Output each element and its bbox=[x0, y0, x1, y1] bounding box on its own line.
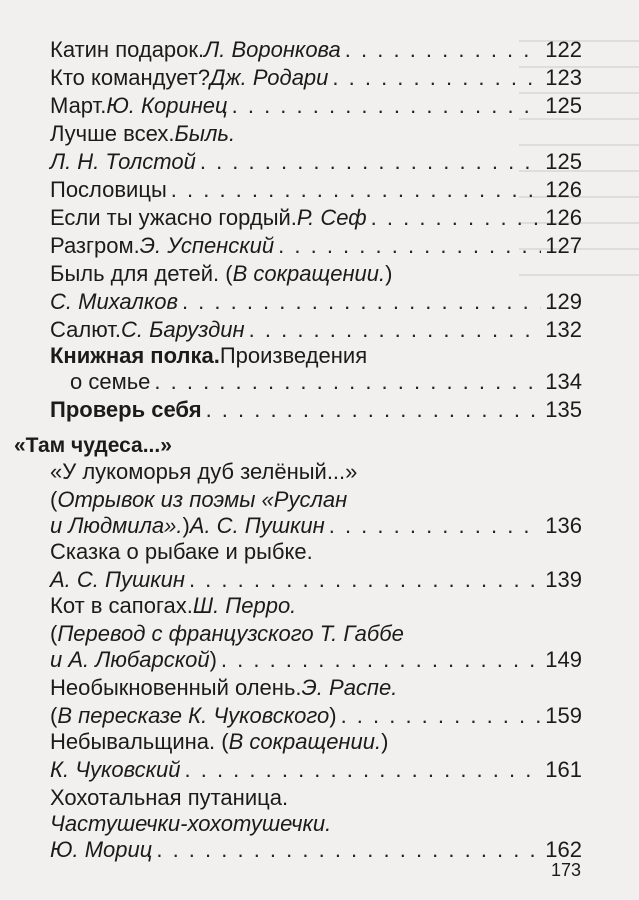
entry-author: Л. Н. Толстой bbox=[50, 149, 196, 174]
section-title: «Там чудеса...» bbox=[14, 434, 172, 457]
entry-author: А. С. Пушкин bbox=[189, 513, 325, 538]
leader-dots bbox=[232, 91, 542, 121]
entry-note: Перевод с французского Т. Габбе bbox=[57, 621, 404, 646]
entry-paren: ( bbox=[50, 487, 58, 512]
entry-paren: ) bbox=[385, 261, 393, 286]
entry-title: Быль для детей. ( bbox=[50, 261, 233, 286]
page-ref: 162 bbox=[545, 837, 582, 862]
toc-entry bbox=[50, 537, 582, 567]
leader-dots bbox=[278, 231, 541, 261]
leader-dots bbox=[171, 175, 542, 205]
entry-paren: ( bbox=[50, 621, 58, 646]
entry-author: Ю. Коринец bbox=[106, 93, 228, 118]
entry-title: Разгром. bbox=[50, 233, 140, 258]
entry-paren: ) bbox=[329, 703, 337, 728]
toc-entry bbox=[50, 835, 582, 865]
toc-entry bbox=[50, 35, 582, 65]
toc-entry bbox=[50, 591, 582, 621]
page-ref: 135 bbox=[545, 397, 582, 422]
bookshelf-label: Книжная полка. bbox=[50, 343, 220, 368]
entry-author: Л. Воронкова bbox=[204, 37, 341, 62]
entry-title: Кот в сапогах. bbox=[50, 593, 193, 618]
entry-subtitle: Быль. bbox=[174, 121, 236, 146]
entry-author: Ю. Мориц bbox=[50, 837, 153, 862]
page-ref: 126 bbox=[545, 205, 582, 230]
page-ref: 139 bbox=[545, 567, 582, 592]
toc-entry bbox=[50, 203, 582, 233]
toc-entry bbox=[50, 175, 582, 205]
page-ref: 134 bbox=[545, 369, 582, 394]
leader-dots bbox=[185, 755, 542, 785]
page-ref: 132 bbox=[545, 317, 582, 342]
check-yourself-entry bbox=[50, 395, 582, 425]
leader-dots bbox=[345, 35, 541, 65]
page-ref: 125 bbox=[545, 149, 582, 174]
entry-paren: ) bbox=[209, 647, 217, 672]
toc-entry bbox=[50, 755, 582, 785]
toc-entry bbox=[50, 119, 582, 149]
entry-note: и А. Любарской bbox=[50, 647, 210, 672]
page-number: 173 bbox=[550, 860, 581, 880]
leader-dots bbox=[182, 287, 541, 317]
page-ref: 161 bbox=[545, 757, 582, 782]
entry-author: Р. Сеф bbox=[296, 205, 367, 230]
entry-subtitle: Частушечки-хохотушечки. bbox=[50, 811, 332, 836]
entry-title: Лучше всех. bbox=[50, 121, 175, 146]
page-ref: 125 bbox=[545, 93, 582, 118]
check-yourself-label: Проверь себя bbox=[50, 397, 202, 422]
leader-dots bbox=[221, 645, 541, 675]
toc-entry bbox=[50, 91, 582, 121]
entry-title: Салют. bbox=[50, 317, 121, 342]
page-ref: 123 bbox=[545, 65, 582, 90]
entry-note: В сокращении. bbox=[228, 729, 382, 754]
page-ref: 129 bbox=[545, 289, 582, 314]
toc-entry bbox=[50, 231, 582, 261]
entry-author: К. Чуковский bbox=[50, 757, 181, 782]
leader-dots bbox=[332, 63, 541, 93]
toc-entry bbox=[50, 727, 582, 757]
entry-paren: ) bbox=[381, 729, 389, 754]
entry-title: Катин подарок. bbox=[50, 37, 205, 62]
entry-paren: ( bbox=[50, 703, 58, 728]
toc-entry bbox=[50, 147, 582, 177]
toc-entry bbox=[50, 63, 582, 93]
entry-author: Ш. Перро. bbox=[192, 593, 297, 618]
leader-dots bbox=[371, 203, 542, 233]
entry-title: Небывальщина. ( bbox=[50, 729, 229, 754]
bookshelf-entry-cont bbox=[70, 367, 582, 397]
leader-dots bbox=[156, 835, 541, 865]
entry-title: Необыкновенный олень. bbox=[50, 675, 302, 700]
entry-title: Если ты ужасно гордый. bbox=[50, 205, 297, 230]
entry-author: С. Баруздин bbox=[120, 317, 245, 342]
entry-title: Кто командует? bbox=[50, 65, 211, 90]
toc-entry bbox=[50, 259, 582, 289]
leader-dots bbox=[206, 395, 542, 425]
leader-dots bbox=[200, 147, 541, 177]
entry-title: Хохотальная путаница. bbox=[50, 785, 289, 810]
entry-title: Март. bbox=[50, 93, 107, 118]
leader-dots bbox=[154, 367, 541, 397]
entry-note: и Людмила». bbox=[50, 513, 183, 538]
entry-paren: ) bbox=[182, 513, 190, 538]
toc-entry bbox=[50, 287, 582, 317]
entry-note: Отрывок из поэмы «Руслан bbox=[57, 487, 348, 512]
toc-entry bbox=[50, 645, 582, 675]
entry-note: В сокращении. bbox=[232, 261, 386, 286]
entry-author: Дж. Родари bbox=[210, 65, 329, 90]
page-ref: 149 bbox=[545, 647, 582, 672]
page-ref: 126 bbox=[545, 177, 582, 202]
entry-author: Э. Успенский bbox=[139, 233, 275, 258]
bookshelf-text: Произведения bbox=[219, 343, 368, 368]
toc-entry bbox=[50, 457, 582, 487]
entry-author: Э. Распе. bbox=[301, 675, 398, 700]
page-ref: 127 bbox=[545, 233, 582, 258]
page-ref: 122 bbox=[545, 37, 582, 62]
entry-note: В пересказе К. Чуковского bbox=[57, 703, 330, 728]
page-ref: 136 bbox=[545, 513, 582, 538]
entry-author: С. Михалков bbox=[50, 289, 178, 314]
entry-title: Сказка о рыбаке и рыбке. bbox=[50, 539, 313, 564]
entry-title: «У лукоморья дуб зелёный...» bbox=[50, 459, 358, 484]
toc-entry bbox=[50, 673, 582, 703]
entry-author: А. С. Пушкин bbox=[50, 567, 185, 592]
entry-title: Пословицы bbox=[50, 177, 167, 202]
bookshelf-text-line2: о семье bbox=[70, 369, 151, 394]
page-ref: 159 bbox=[545, 703, 582, 728]
